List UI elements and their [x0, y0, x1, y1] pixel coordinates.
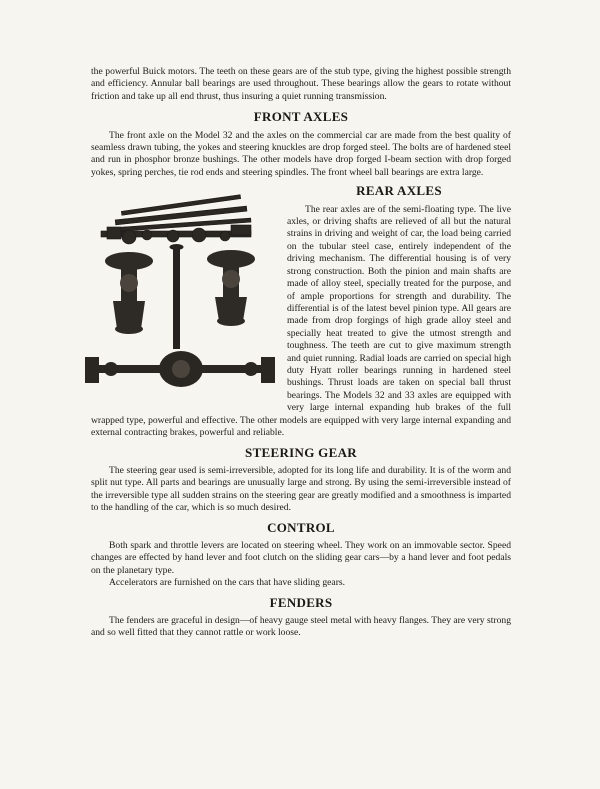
rear-axles-heading: REAR AXLES [356, 183, 442, 199]
fenders-heading: FENDERS [269, 595, 333, 611]
rear-axles-wrap [91, 185, 511, 439]
front-axles-heading: FRONT AXLES [253, 109, 349, 125]
axles-section [91, 130, 511, 180]
intro-paragraph: the powerful Buick motors. The teeth on these gears are of the stub type, giving the highest possible strength and efficiency. Annular ball bearings are used throughout. These bearings allow the gears to rotate without friction and take up all end thrust, thus insuring a quiet running transmission. [91, 66, 511, 102]
document-page [91, 66, 511, 640]
steering-gear-paragraph: The steering gear used is semi-irreversible, adopted for its long life and durability. It is of the worm and split nut type. All parts and bearings are unusually large and strong. By using the semi-irreversible instead of the irreversible type all sudden strains on the steering gear are greatly modified and a smoothness is imparted to the handling of the car, which is so much desired. [91, 464, 511, 513]
control-paragraph: Both spark and throttle levers are located on steering wheel. They work on an immovable sector. Speed changes are effected by hand lever and foot clutch on the sliding gear cars—by a hand lever and foot pedals on the planetary type. [91, 539, 511, 576]
axle-assembly-photo [81, 189, 279, 401]
front-axles-text: The front axle on the Model 32 and the axles on the commercial car are made from the best quality of seamless drawn tubing, the yokes and steering knuckles are drop forged steel. The bolts are of hardened steel and run in phosphor bronze bushings. The other models have drop forged I-beam section with drop forged yokes, spring perches, tie rod ends and steering spindles. The front wheel ball bearings are extra large. [91, 129, 511, 178]
steering-gear-heading: STEERING GEAR [245, 445, 357, 461]
control-accelerators-paragraph: Accelerators are furnished on the cars that have sliding gears. [109, 577, 346, 589]
fenders-paragraph: The fenders are graceful in design—of heavy gauge steel metal with heavy flanges. They are very strong and so well fitted that they cannot rattle or work loose. [91, 614, 511, 639]
front-axles-paragraph [91, 130, 511, 180]
control-heading: CONTROL [267, 520, 335, 536]
rear-axles-paragraph: The rear axles are of the semi-floating type. The live axles, or driving shafts are relieved of all but the natural strains in driving and weight of car, the load being carried on the tubular steel case, entirely independent of the driving mechanism. The differential housing is of very strong construction. Both the pinion and main shafts are made of alloy steel, specially treated for the purpose, and of ample proportions for strength and durability. The differential is of the latest bevel pinion type. All gears are made from drop forgings of high grade alloy steel and specially heat treated to give the utmost strength and toughness. The teeth are cut to give maximum strength and quiet running. Radial loads are carried on special high duty Hyatt roller bearings running in hardened steel bushings. Thrust loads are taken on special ball thrust bearings. The Models 32 and 33 axles are equipped with very large internal expanding hub brakes of the full wrapped type, powerful and effective. The other models are equipped with very large internal expanding and external contracting brakes, powerful and reliable. [91, 203, 511, 438]
